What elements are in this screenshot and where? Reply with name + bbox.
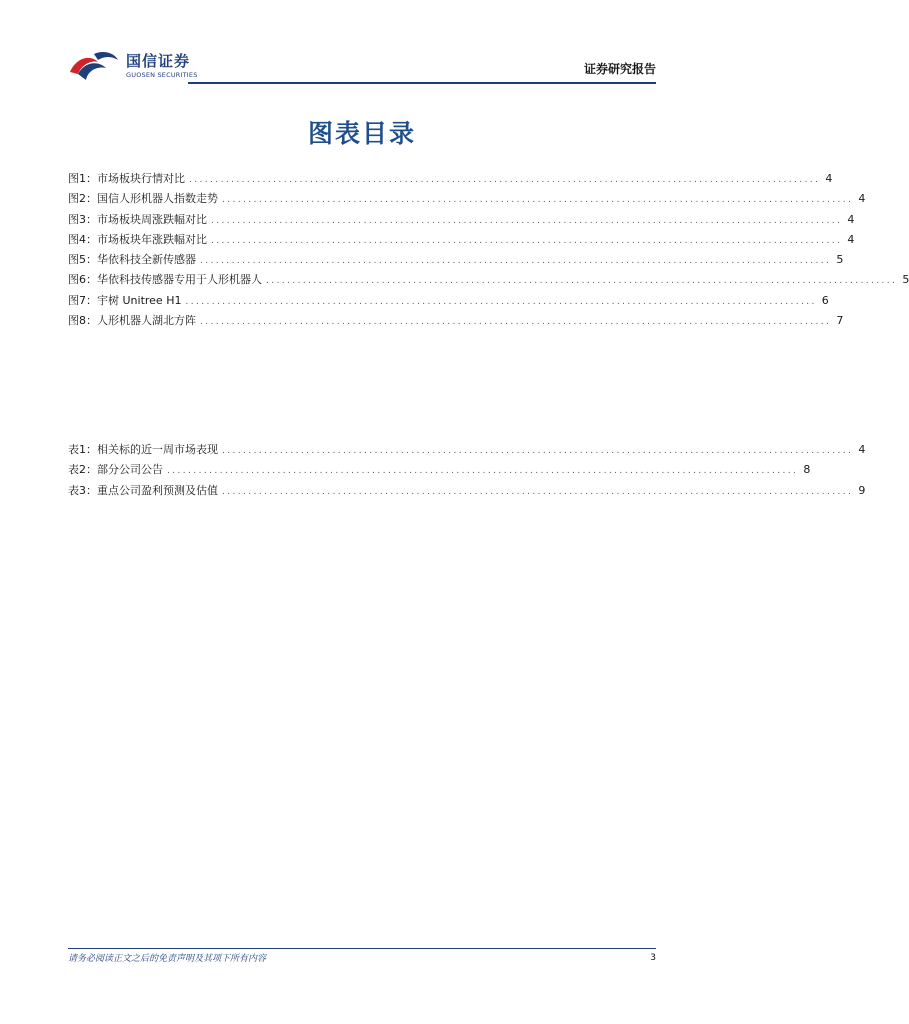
toc-entry-figure-6[interactable] — [68, 270, 909, 290]
toc-entry-figure-5[interactable] — [68, 250, 844, 270]
toc-entry-figure-7[interactable] — [68, 291, 829, 311]
toc-title: 华依科技传感器专用于人形机器人 — [97, 273, 262, 287]
toc-label: 图2： — [68, 192, 97, 206]
toc-label: 表1： — [68, 443, 97, 456]
toc-page-number: 5 — [836, 253, 844, 267]
toc-page-number: 4 — [847, 232, 855, 246]
toc-title: 市场板块年涨跌幅对比 — [97, 232, 207, 246]
toc-entry-figure-4[interactable] — [68, 230, 855, 250]
table-list — [68, 440, 866, 501]
toc-page-number: 8 — [803, 463, 811, 477]
logo-chinese-name: 国信证券 — [126, 51, 191, 70]
toc-title: 部分公司公告 — [97, 463, 163, 477]
toc-page-number: 4 — [858, 443, 866, 456]
toc-label: 图7： — [68, 293, 97, 307]
toc-leader-dots: ........................................................................................................................ — [189, 175, 821, 185]
page-number: 3 — [650, 953, 656, 963]
toc-page-number: 4 — [847, 212, 855, 226]
toc-leader-dots: ........................................................................................................................ — [222, 446, 854, 456]
toc-page-number: 9 — [858, 483, 866, 497]
toc-title: 华依科技全新传感器 — [97, 253, 196, 267]
toc-label: 表2： — [68, 463, 97, 477]
toc-title: 市场板块行情对比 — [97, 172, 185, 185]
toc-title: 重点公司盈利预测及估值 — [97, 483, 218, 497]
toc-label: 图5： — [68, 253, 97, 267]
toc-label: 图8： — [68, 314, 97, 328]
toc-page-number: 4 — [825, 172, 833, 185]
toc-leader-dots: ........................................................................................................................ — [211, 215, 843, 226]
guosen-logo — [68, 50, 198, 82]
toc-label: 图6： — [68, 273, 97, 287]
footer-divider — [68, 948, 656, 949]
toc-title: 人形机器人湖北方阵 — [97, 314, 196, 328]
toc-page-number: 6 — [821, 293, 829, 307]
figure-list — [68, 169, 909, 331]
toc-leader-dots: ........................................................................................................................ — [222, 195, 854, 206]
toc-label: 图4： — [68, 232, 97, 246]
toc-title: 市场板块周涨跌幅对比 — [97, 212, 207, 226]
toc-label: 图1： — [68, 172, 97, 185]
toc-entry-table-2[interactable] — [68, 460, 811, 480]
logo-english-name: GUOSEN SECURITIES — [126, 70, 198, 79]
toc-leader-dots: ........................................................................................................................ — [222, 486, 854, 497]
toc-leader-dots: ........................................................................................................................ — [266, 276, 898, 287]
toc-title: 宇树 Unitree H1 — [97, 293, 182, 307]
toc-label: 表3： — [68, 483, 97, 497]
page-header — [68, 50, 656, 84]
header-divider — [188, 82, 656, 84]
toc-entry-figure-8[interactable] — [68, 311, 844, 331]
toc-title: 相关标的近一周市场表现 — [97, 443, 218, 456]
toc-entry-table-3[interactable] — [68, 481, 866, 501]
footer-disclaimer: 请务必阅读正文之后的免责声明及其项下所有内容 — [68, 954, 267, 964]
toc-leader-dots: ........................................................................................................................ — [211, 235, 843, 246]
toc-leader-dots: ........................................................................................................................ — [200, 317, 832, 328]
toc-entry-figure-2[interactable] — [68, 189, 866, 209]
toc-entry-table-1[interactable] — [68, 440, 866, 460]
toc-title: 国信人形机器人指数走势 — [97, 192, 218, 206]
toc-page-number: 7 — [836, 314, 844, 328]
toc-leader-dots: ........................................................................................................................ — [167, 466, 799, 477]
guosen-logo-icon — [68, 50, 120, 82]
toc-entry-figure-3[interactable] — [68, 210, 855, 230]
page-title: 图表目录 — [307, 119, 416, 148]
toc-page-number: 5 — [902, 273, 909, 287]
report-type-label: 证券研究报告 — [583, 62, 656, 76]
toc-leader-dots: ........................................................................................................................ — [200, 256, 832, 267]
toc-page-number: 4 — [858, 192, 866, 206]
toc-label: 图3： — [68, 212, 97, 226]
toc-entry-figure-1[interactable] — [68, 169, 833, 189]
toc-leader-dots: ........................................................................................................................ — [185, 296, 817, 307]
